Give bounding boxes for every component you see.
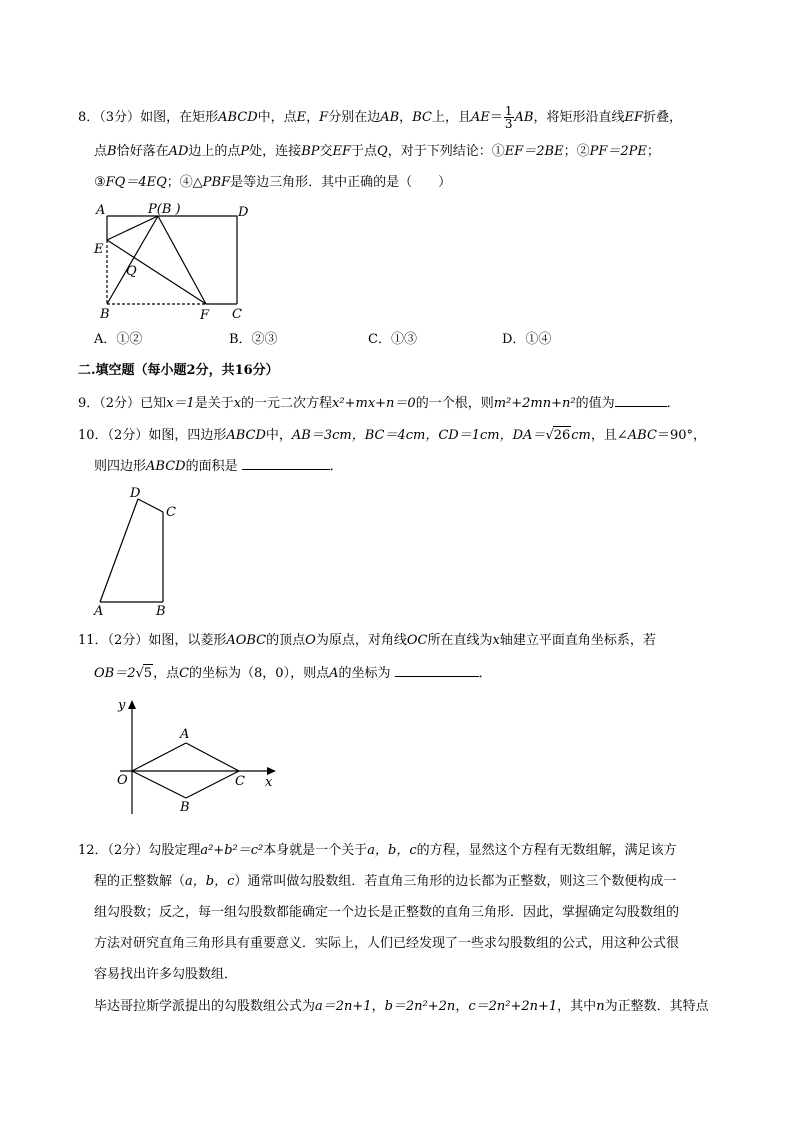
q12-line-5: 容易找出许多勾股数组． <box>94 967 238 982</box>
q9-answer-blank[interactable] <box>615 394 667 407</box>
label-B: B <box>100 307 110 322</box>
q12-line-4: 方法对研究直角三角形具有重要意义．实际上，人们已经发现了一些求勾股数组的公式，用这种公式很 <box>94 936 680 951</box>
q10-answer-blank[interactable] <box>242 457 330 470</box>
label-E: E <box>94 242 104 257</box>
q8-option-a[interactable]: A．①② <box>94 332 143 347</box>
q8-option-d[interactable]: D．①④ <box>502 332 552 347</box>
q10-line-1: 10．（2分）如图，四边形ABCD中，AB＝3cm，BC＝4cm，CD＝1cm，DA＝√26cm，且∠ABC＝90°， <box>78 428 706 443</box>
q11-line-2: OB＝2√5，点C的坐标为（8，0），则点A的坐标为 ． <box>94 666 492 681</box>
fraction-one-third: $\frac{1}{3}$ <box>504 104 513 131</box>
label-D: D <box>238 205 249 220</box>
label-B: B <box>180 800 190 815</box>
q12-line-3: 组勾股数；反之，每一组勾股数都能确定一个边长是正整数的直角三角形．因此，掌握确定勾股数组的 <box>94 905 680 920</box>
label-B: B <box>156 604 166 619</box>
q12-line-2: 程的正整数解（a，b，c）通常叫做勾股数组．若直角三角形的边长都为正整数，则这三个数便构成一 <box>94 874 677 889</box>
label-C: C <box>166 505 176 520</box>
q8-option-b[interactable]: B．②③ <box>229 332 278 347</box>
q8-figure <box>90 200 260 325</box>
q8-line-1: 8．（3分）如图，在矩形ABCD中，点E，F分别在边AB，BC上，且AE＝ $\frac{1}{3}$ AB，将矩形沿直线EF折叠， <box>78 104 682 131</box>
label-F: F <box>200 308 210 323</box>
q12-line-1: 12．（2分）勾股定理a²+b²＝c²本身就是一个关于a，b，c的方程，显然这个方程有无数组解，满足该方 <box>78 843 677 858</box>
label-C: C <box>235 774 245 789</box>
q12-line-6: 毕达哥拉斯学派提出的勾股数组公式为a＝2n+1，b＝2n²+2n，c＝2n²+2n+1，其中n为正整数．其特点 <box>94 999 709 1014</box>
label-PB: P(B ) <box>148 202 181 217</box>
q8-option-c[interactable]: C．①③ <box>368 332 417 347</box>
label-C: C <box>232 307 242 322</box>
label-Q: Q <box>126 264 137 279</box>
q11-line-1: 11．（2分）如图，以菱形AOBC的顶点O为原点，对角线OC所在直线为x轴建立平面直角坐标系，若 <box>78 633 656 648</box>
q8-line-3: ③FQ＝4EQ；④△PBF是等边三角形．其中正确的是（ ） <box>94 175 452 190</box>
label-A: A <box>94 604 104 619</box>
q11-figure <box>110 692 290 822</box>
label-A: A <box>180 727 190 742</box>
label-x: x <box>265 775 273 790</box>
q10-line-2: 则四边形ABCD的面积是 ． <box>94 459 343 474</box>
label-D: D <box>130 486 141 501</box>
q9-line-1: 9．（2分）已知x＝1是关于x的一元二次方程x²+mx+n＝0的一个根，则m²+2mn+n²的值为 ． <box>78 396 680 411</box>
q10-figure <box>90 485 200 620</box>
q11-answer-blank[interactable] <box>395 664 479 677</box>
section-2-heading: 二.填空题（每小题2分，共16分） <box>78 363 279 378</box>
q8-line-2: 点B恰好落在AD边上的点P处，连接BP交EF于点Q，对于下列结论：①EF＝2BE；②PF＝2PE； <box>94 144 660 159</box>
label-y: y <box>118 698 126 713</box>
label-A: A <box>96 203 106 218</box>
label-O: O <box>117 773 128 788</box>
